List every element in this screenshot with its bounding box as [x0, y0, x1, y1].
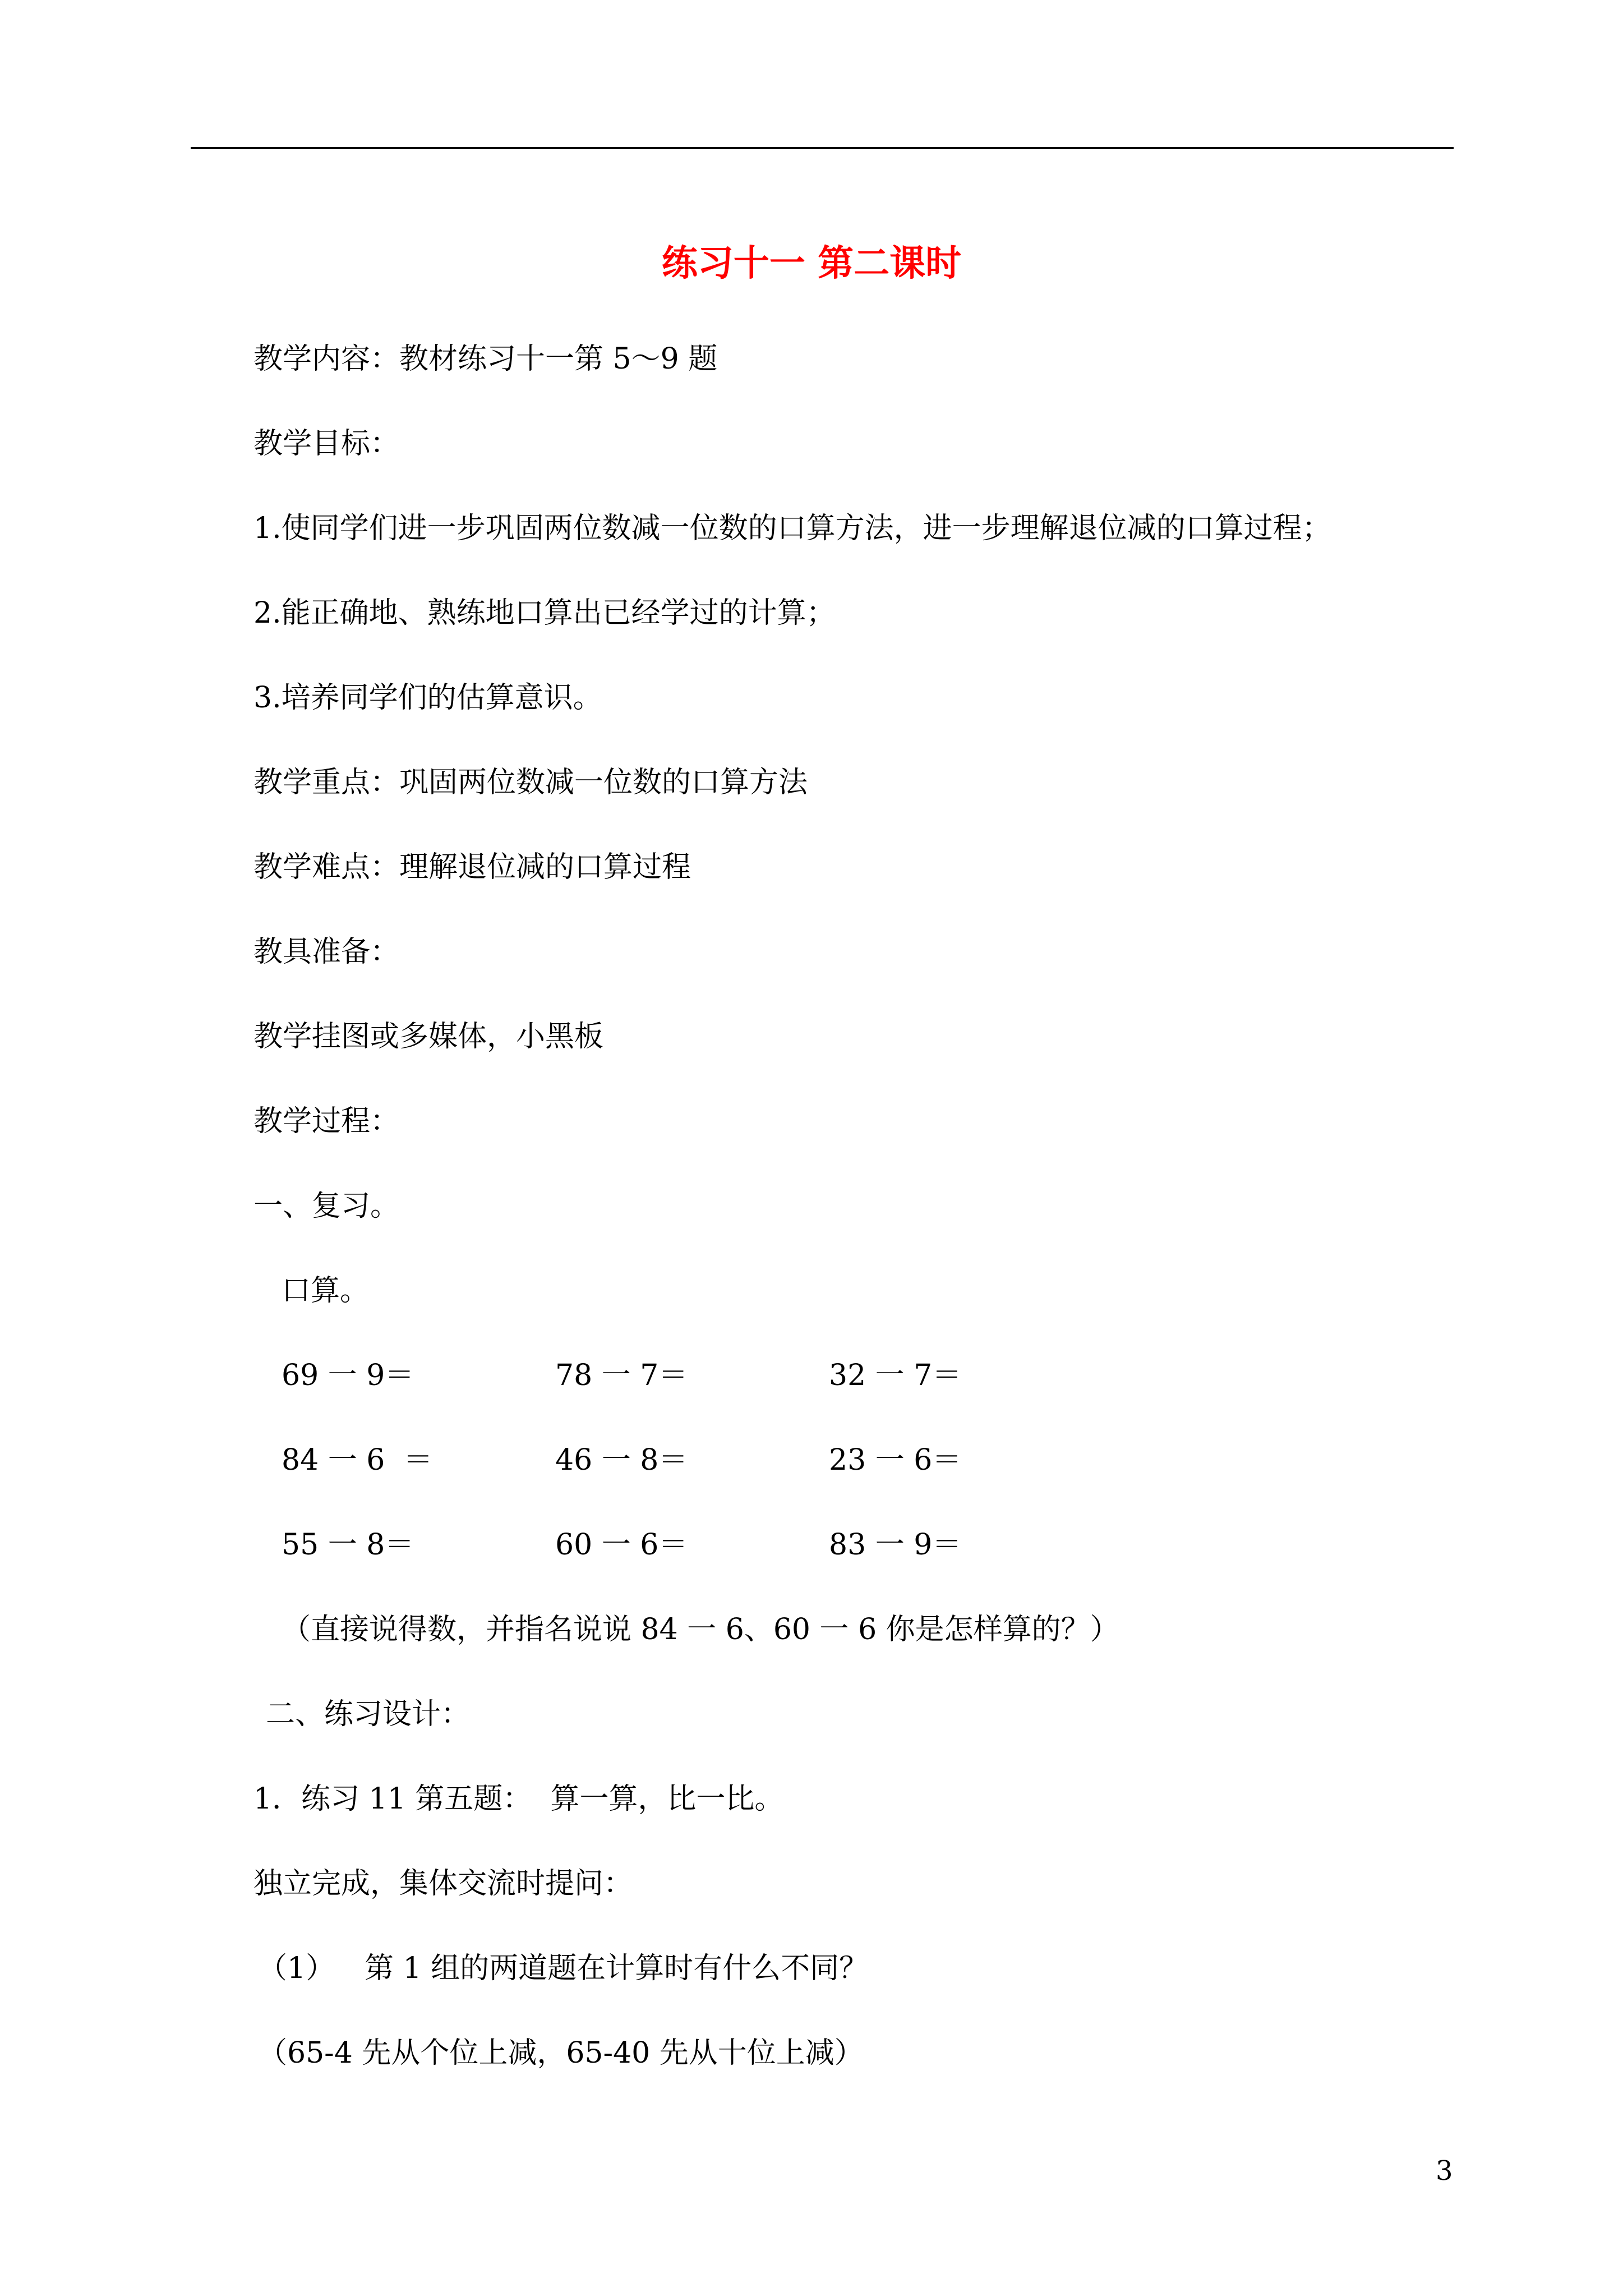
- practice-heading: 二、练习设计：: [266, 1697, 471, 1731]
- exercise-item: 1．练习 11 第五题： 算一算，比一比。: [253, 1782, 784, 1816]
- problem: 46 一 8＝: [555, 1443, 688, 1477]
- objectives-heading: 教学目标：: [253, 427, 400, 461]
- teaching-content: 教学内容：教材练习十一第 5～9 题: [253, 342, 718, 376]
- review-heading: 一、复习。: [253, 1189, 400, 1223]
- materials-heading: 教具准备：: [253, 935, 400, 969]
- problem: 84 一 6 ＝: [282, 1443, 433, 1477]
- oral-calc-label: 口算。: [282, 1274, 370, 1308]
- page-number: 3: [1436, 2155, 1453, 2187]
- problem: 69 一 9＝: [282, 1359, 414, 1392]
- key-point: 教学重点：巩固两位数减一位数的口算方法: [253, 766, 808, 799]
- problem: 78 一 7＝: [555, 1359, 688, 1392]
- question-number: （1）: [258, 1952, 335, 1985]
- page-title: 练习十一 第二课时: [661, 243, 962, 284]
- answer-note: （65-4 先从个位上减，65-40 先从十位上减）: [258, 2036, 864, 2070]
- problem: 83 一 9＝: [829, 1528, 962, 1562]
- problem: 23 一 6＝: [829, 1443, 962, 1477]
- difficulty: 教学难点：理解退位减的口算过程: [253, 850, 691, 884]
- process-heading: 教学过程：: [253, 1105, 400, 1138]
- header-rule: [191, 147, 1454, 149]
- objective-item: 2.能正确地、熟练地口算出已经学过的计算；: [253, 596, 836, 630]
- review-note: （直接说得数，并指名说说 84 一 6、60 一 6 你是怎样算的？）: [282, 1613, 1119, 1646]
- question-text: 第 1 组的两道题在计算时有什么不同？: [365, 1952, 869, 1985]
- problem: 32 一 7＝: [829, 1359, 962, 1392]
- objective-item: 1.使同学们进一步巩固两位数减一位数的口算方法，进一步理解退位减的口算过程；: [253, 512, 1331, 545]
- objective-item: 3.培养同学们的估算意识。: [253, 681, 602, 715]
- independent-note: 独立完成，集体交流时提问：: [253, 1867, 633, 1901]
- problem: 55 一 8＝: [282, 1528, 414, 1562]
- materials: 教学挂图或多媒体，小黑板: [253, 1020, 604, 1053]
- problem: 60 一 6＝: [555, 1528, 688, 1562]
